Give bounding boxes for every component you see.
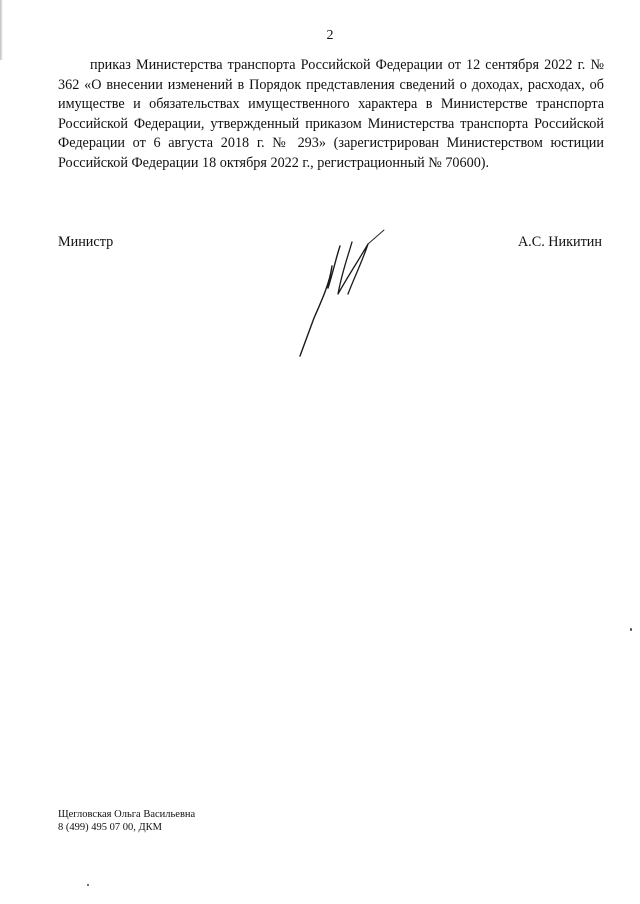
scan-speck bbox=[87, 884, 89, 886]
executor-name: Щегловская Ольга Васильевна bbox=[58, 809, 196, 820]
handwritten-signature bbox=[292, 228, 392, 358]
scan-speck bbox=[630, 628, 632, 631]
executor-phone: 8 (499) 495 07 00, ДКМ bbox=[58, 822, 162, 833]
signer-name: А.С. Никитин bbox=[517, 234, 602, 250]
page-number: 2 bbox=[326, 28, 334, 43]
body-paragraph: приказ Министерства транспорта Российской Федерации от 12 сентября 2022 г. № 362 «О внесении изменений в Порядок представления сведений о доходах, расходах, об имуществе и обязательствах имущественного характера в Министерстве транспорта Российской Федерации, утвержденный приказом Министерства транспорта Российской Федерации от 6 августа 2018 г. № 293» (зарегистрирован Министерством юстиции Российской Федерации 18 октября 2022 г., регистрационный № 70600). bbox=[58, 57, 604, 171]
signer-title: Министр bbox=[58, 234, 114, 250]
